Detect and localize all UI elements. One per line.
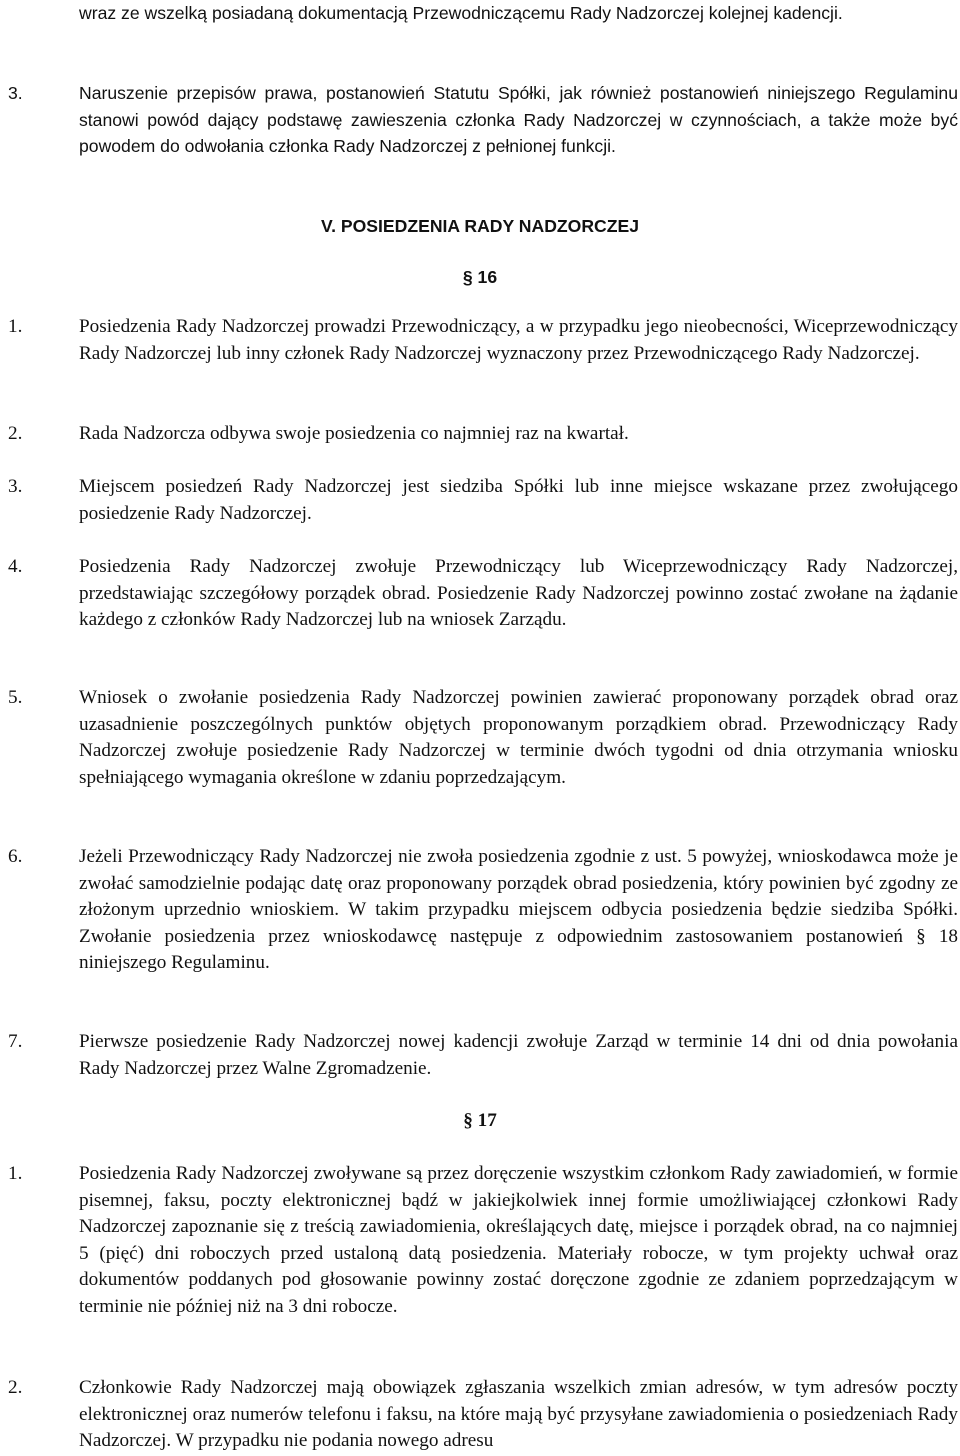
list-item — [8, 314, 958, 367]
list-item — [8, 1375, 958, 1455]
section-reference: 18 — [938, 925, 958, 947]
item-number: 3. — [8, 83, 23, 103]
item-number: 5. — [8, 687, 23, 708]
item-text: Wniosek o zwołanie posiedzenia Rady Nadzorczej powinien zawierać proponowany porządek obrad oraz uzasadnienie poszczególnych punktów objętych proponowanym porządkiem obrad. Przewodniczący Rady Nadzorczej zwołuje posiedzenie Rady Nadzorczej w terminie dwóch tygodni od dnia otrzymania wniosku spełniającego wymagania określone w zdaniu poprzedzającym. — [79, 687, 958, 788]
item-number: 2. — [8, 423, 23, 444]
list-item — [8, 1161, 958, 1320]
item-text: Członkowie Rady Nadzorczej mają obowiązek zgłaszania wszelkich zmian adresów, w tym adresów poczty elektronicznej oraz numerów telefonu i faksu, na które mają być przysyłane zawiadomienia o posiedzeniach Rady Nadzorczej. W przypadku nie podania nowego adresu — [79, 1377, 958, 1451]
item-number: 4. — [8, 556, 23, 577]
paragraph-number-value: 17 — [477, 1110, 497, 1131]
item-number: 7. — [8, 1031, 23, 1052]
item-text: Posiedzenia Rady Nadzorczej zwoływane są przez doręczenie wszystkim członkom Rady zawiadomień, w formie pisemnej, faksu, poczty elektronicznej bądź w jakiejkolwiek innej formie umożliwiającej członkowi Rady Nadzorczej zapoznanie się z treścią zawiadomienia, określających datę, miejsce i porządek obrad, na co najmniej 5 (pięć) dni roboczych przed ustaloną datą posiedzenia. Materiały robocze, w tym projekty uchwał oraz dokumentów poddanych pod głosowanie powinny zostać doręczone zgodnie ze zdaniem poprzedzającym w terminie nie później niż na 3 dni robocze. — [79, 1163, 958, 1317]
paragraph-number — [0, 264, 960, 291]
item-number: 2. — [8, 1377, 23, 1398]
list-item — [8, 1029, 958, 1082]
list-item — [8, 421, 958, 448]
list-item — [8, 554, 958, 634]
item-number: 3. — [8, 476, 23, 497]
item-text-part: Jeżeli Przewodniczący Rady Nadzorczej nie zwoła posiedzenia zgodnie z ust. 5 powyżej, wnioskodawca może je zwołać samodzielnie podając datę oraz proponowany porządek obrad posiedzenia, który powinien być zgodny ze złożonym uprzednio wnioskiem. W takim przypadku miejscem odbycia posiedzenia będzie siedziba Spółki. Zwołanie posiedzenia przez wnioskodawcę następuje z odpowiednim zastosowaniem postanowień — [79, 846, 958, 947]
item-text: Naruszenie przepisów prawa, postanowień Statutu Spółki, jak również postanowień niniejszego Regulaminu stanowi powód dający podstawę zawieszenia członka Rady Nadzorczej w czynnościach, a także może być powodem do odwołania członka Rady Nadzorczej z pełnionej funkcji. — [79, 83, 958, 156]
continuation-text: wraz ze wszelką posiadaną dokumentacją Przewodniczącemu Rady Nadzorczej kolejnej kadencji. — [79, 3, 843, 23]
section-sign: § — [462, 267, 473, 287]
section-sign: § — [916, 925, 926, 947]
item-text: Posiedzenia Rady Nadzorczej zwołuje Przewodniczący lub Wiceprzewodniczący Rady Nadzorczej, przedstawiając szczegółowy porządek obrad. Posiedzenie Rady Nadzorczej powinno zostać zwołane na żądanie każdego z członków Rady Nadzorczej lub na wniosek Zarządu. — [79, 556, 958, 630]
item-number: 1. — [8, 316, 23, 337]
item-text: Pierwsze posiedzenie Rady Nadzorczej nowej kadencji zwołuje Zarząd w terminie 14 dni od dnia powołania Rady Nadzorczej przez Walne Zgromadzenie. — [79, 1031, 958, 1079]
item-text — [79, 844, 958, 977]
list-item — [8, 474, 958, 527]
list-item — [8, 844, 958, 977]
item-text: Posiedzenia Rady Nadzorczej prowadzi Przewodniczący, a w przypadku jego nieobecności, Wiceprzewodniczący Rady Nadzorczej lub inny członek Rady Nadzorczej wyznaczony przez Przewodniczącego Rady Nadzorczej. — [79, 316, 958, 364]
item-text: Miejscem posiedzeń Rady Nadzorczej jest siedziba Spółki lub inne miejsce wskazane przez zwołującego posiedzenie Rady Nadzorczej. — [79, 476, 958, 524]
list-item — [8, 80, 958, 160]
section-sign: § — [463, 1110, 473, 1131]
paragraph-number-value: 16 — [477, 267, 498, 287]
item-text-part: niniejszego Regulaminu. — [79, 952, 270, 973]
paragraph-number — [0, 1108, 960, 1135]
item-number: 1. — [8, 1163, 23, 1184]
section-heading: V. POSIEDZENIA RADY NADZORCZEJ — [320, 216, 640, 236]
item-text: Rada Nadzorcza odbywa swoje posiedzenia co najmniej raz na kwartał. — [79, 423, 629, 444]
item-number: 6. — [8, 846, 23, 867]
list-item — [8, 685, 958, 791]
